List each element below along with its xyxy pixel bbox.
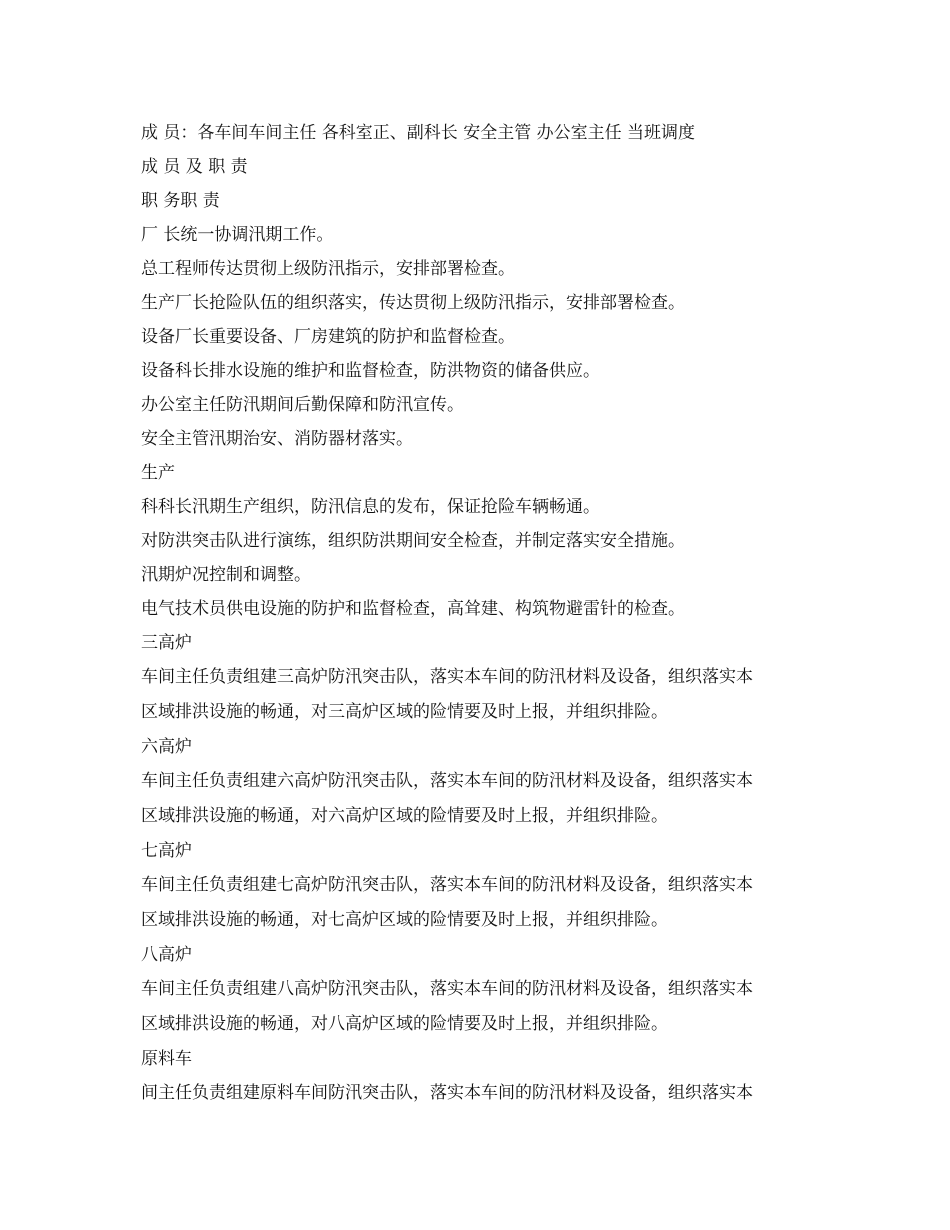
section-heading: 成 员 及 职 责 — [141, 157, 248, 177]
duty-line: 车间主任负责组建六高炉防汛突击队，落实本车间的防汛材料及设备，组织落实本 — [141, 771, 753, 791]
duty-line: 区域排洪设施的畅通，对三高炉区域的险情要及时上报，并组织排险。 — [141, 702, 668, 722]
role-heading: 七高炉 — [141, 841, 192, 861]
members-line: 成 员：各车间车间主任 各科室正、副科长 安全主管 办公室主任 当班调度 — [141, 123, 696, 143]
duty-line: 区域排洪设施的畅通，对七高炉区域的险情要及时上报，并组织排险。 — [141, 910, 668, 930]
role-heading: 原料车 — [141, 1049, 192, 1069]
duty-line: 厂 长统一协调汛期工作。 — [141, 225, 334, 245]
duty-line: 设备厂长重要设备、厂房建筑的防护和监督检查。 — [141, 327, 515, 347]
duty-line: 区域排洪设施的畅通，对八高炉区域的险情要及时上报，并组织排险。 — [141, 1014, 668, 1034]
duty-line: 生产厂长抢险队伍的组织落实，传达贯彻上级防汛指示，安排部署检查。 — [141, 293, 685, 313]
duty-line: 车间主任负责组建三高炉防汛突击队，落实本车间的防汛材料及设备，组织落实本 — [141, 667, 753, 687]
duty-line: 汛期炉况控制和调整。 — [141, 565, 311, 585]
duty-line: 区域排洪设施的畅通，对六高炉区域的险情要及时上报，并组织排险。 — [141, 806, 668, 826]
document-body — [141, 116, 821, 1111]
role-heading: 生产 — [141, 463, 175, 483]
role-heading: 六高炉 — [141, 737, 192, 757]
role-heading: 三高炉 — [141, 633, 192, 653]
role-heading: 八高炉 — [141, 945, 192, 965]
duty-line: 电气技术员供电设施的防护和监督检查，高耸建、构筑物避雷针的检查。 — [141, 599, 685, 619]
duty-line: 车间主任负责组建七高炉防汛突击队，落实本车间的防汛材料及设备，组织落实本 — [141, 875, 753, 895]
duty-line: 科科长汛期生产组织，防汛信息的发布，保证抢险车辆畅通。 — [141, 497, 600, 517]
table-header: 职 务职 责 — [141, 191, 220, 211]
duty-line: 总工程师传达贯彻上级防汛指示，安排部署检查。 — [141, 259, 515, 279]
duty-line: 对防洪突击队进行演练，组织防洪期间安全检查，并制定落实安全措施。 — [141, 531, 685, 551]
duty-line: 安全主管汛期治安、消防器材落实。 — [141, 429, 413, 449]
duty-line: 车间主任负责组建八高炉防汛突击队，落实本车间的防汛材料及设备，组织落实本 — [141, 979, 753, 999]
duty-line: 办公室主任防汛期间后勤保障和防汛宣传。 — [141, 395, 464, 415]
duty-line: 设备科长排水设施的维护和监督检查，防洪物资的储备供应。 — [141, 361, 600, 381]
duty-line: 间主任负责组建原料车间防汛突击队，落实本车间的防汛材料及设备，组织落实本 — [141, 1083, 753, 1103]
